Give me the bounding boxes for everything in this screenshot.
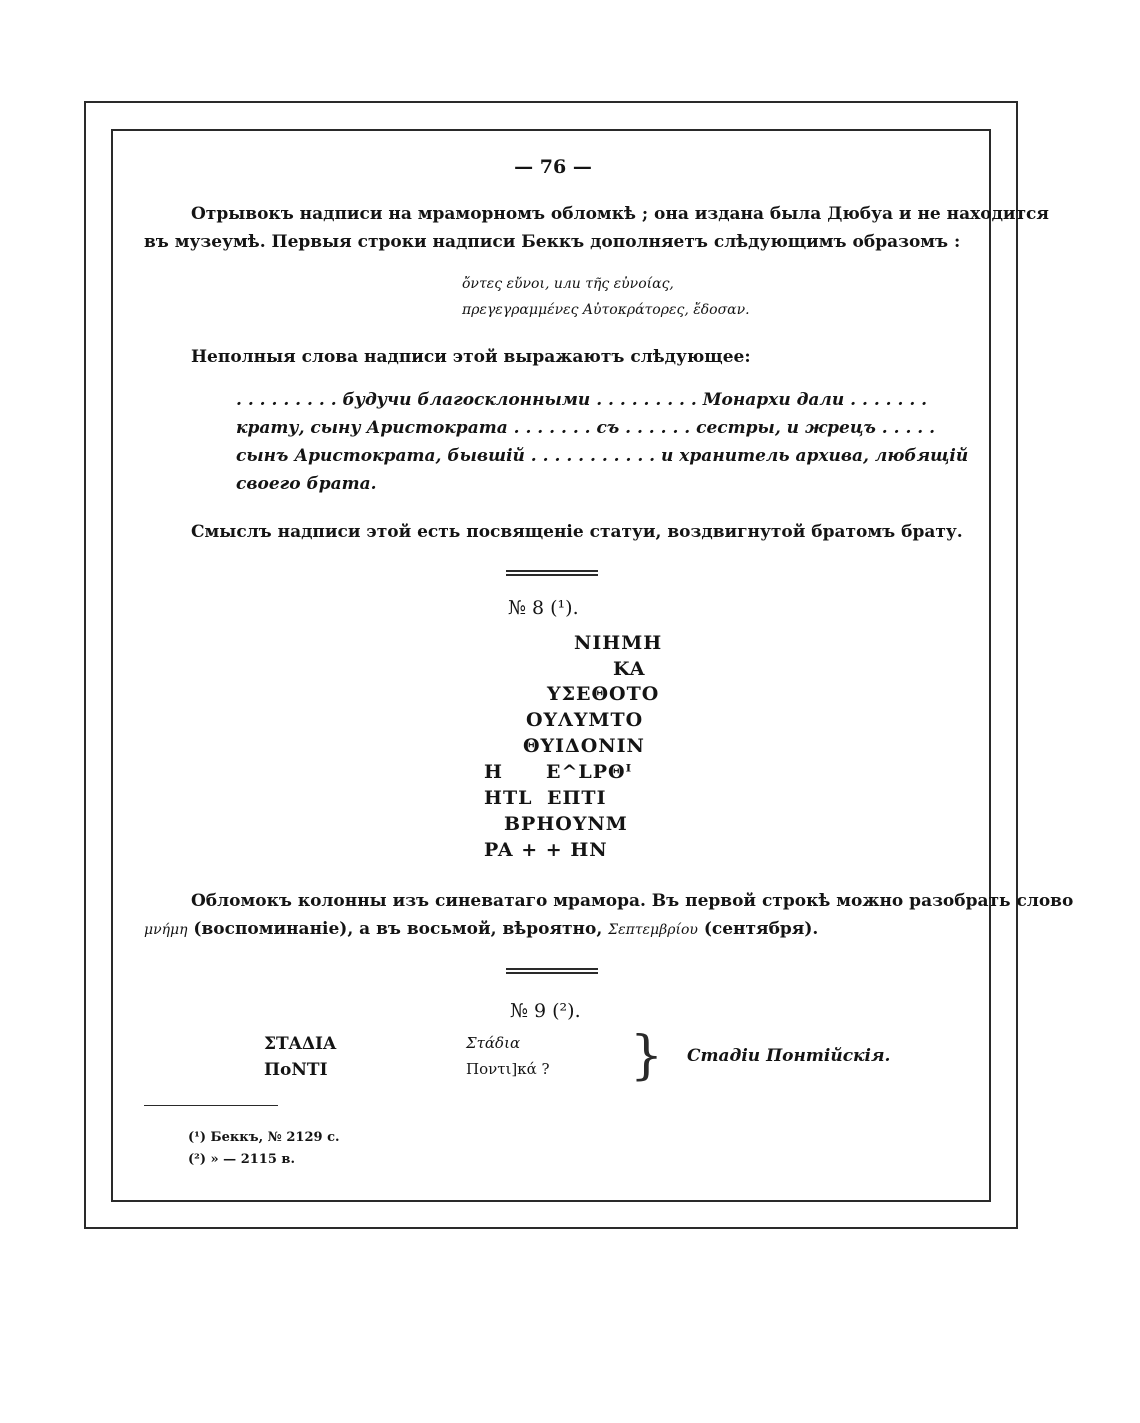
inscription-line: ΥΣΕΘΟΤΟ xyxy=(547,683,660,705)
footnote-1: (¹) Беккъ, № 2129 с. xyxy=(188,1130,340,1145)
translation-line4: своего брата. xyxy=(236,474,377,494)
para4-text1: (воспоминаніе), а въ восьмой, вѣроятно, xyxy=(193,919,603,939)
no8-heading: № 8 (¹). xyxy=(508,597,579,619)
inscription-line: ΘΥΙΔΟΝΙΝ xyxy=(523,735,645,757)
footnote-rule xyxy=(144,1105,278,1106)
para4-line2 xyxy=(144,919,818,939)
inscription-line: H xyxy=(484,761,503,783)
inscription-line: PA + + HN xyxy=(484,839,608,861)
separator-rule xyxy=(506,570,598,572)
inscription-line: HTL xyxy=(484,787,533,809)
separator-rule xyxy=(506,972,598,974)
inscription-line: BPHOYNM xyxy=(504,813,628,835)
para2: Неполныя слова надписи этой выражаютъ слѣдующее: xyxy=(191,347,751,367)
page-number: — 76 — xyxy=(514,156,592,178)
no9-heading: № 9 (²). xyxy=(510,1000,581,1022)
separator-rule xyxy=(506,968,598,970)
para4-text2: (сентября). xyxy=(703,919,819,939)
greek-word-mneme: μνήμη xyxy=(144,922,188,938)
greek-restoration-line2: πρεγεγραμμένες Αὐτοκράτορες, ἔδοσαν. xyxy=(462,302,750,318)
inscription-line: NIHMH xyxy=(574,632,663,654)
greek-restoration-line1: ὄντες εὔνοι, или τῆς εὐνοίας, xyxy=(462,276,674,292)
para1-line1: Отрывокъ надписи на мраморномъ обломкѣ ; она издана была Дюбуа и не находится xyxy=(191,204,1049,224)
inscription-line: ΟΥΛΥΜΤΟ xyxy=(526,709,644,731)
para3: Смыслъ надписи этой есть посвященіе статуи, воздвигнутой братомъ брату. xyxy=(191,522,963,542)
translation-line3: сынъ Аристократа, бывшій . . . . . . . . . . . и хранитель архива, любящій xyxy=(236,446,969,466)
greek-word-september: Σεπτεμβρίου xyxy=(608,922,698,938)
no9-greek-upper-2: ΠοΝΤΙ xyxy=(264,1060,328,1080)
right-brace-icon: } xyxy=(630,1026,664,1086)
translation-line1: . . . . . . . . . будучи благосклонными . . . . . . . . . Монархи дали . . . . . . . xyxy=(236,390,928,410)
para1-line2: въ музеумѣ. Первыя строки надписи Беккъ дополняетъ слѣдующимъ образомъ : xyxy=(144,232,961,252)
no9-translation: Стадіи Понтійскія. xyxy=(687,1046,891,1066)
inscription-line: KA xyxy=(613,658,646,680)
no9-greek-lower-1: Στάδια xyxy=(466,1034,521,1052)
separator-rule xyxy=(506,574,598,576)
translation-line2: крату, сыну Аристократа . . . . . . . съ . . . . . . сестры, и жрецъ . . . . . xyxy=(236,418,936,438)
footnote-2: (²) » — 2115 в. xyxy=(188,1152,295,1167)
para4-line1: Обломокъ колонны изъ синеватаго мрамора. Въ первой строкѣ можно разобрать слово xyxy=(191,891,1074,911)
inscription-line: E^LPΘᴵ xyxy=(546,761,633,783)
no9-greek-lower-2: Ποντι]κά ? xyxy=(466,1060,550,1078)
no9-greek-upper-1: ΣΤΑΔΙΑ xyxy=(264,1034,337,1054)
inscription-line: ΕΠΤΙ xyxy=(547,787,607,809)
